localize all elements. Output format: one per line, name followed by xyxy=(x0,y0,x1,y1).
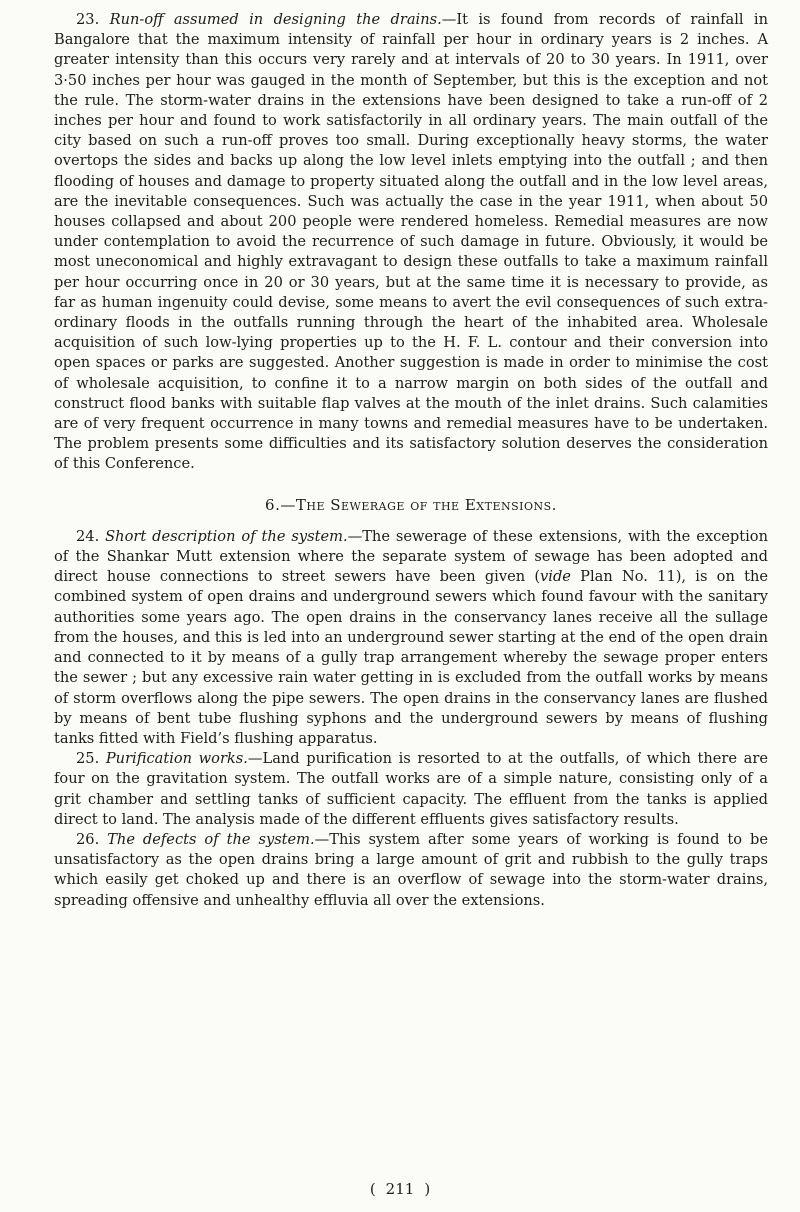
paragraph-text: —It is found from records of rainfall in Bangalore that the maximum intensity of rainfall per hour in ordinary years is 2 inches. A greater intensity than this occurs very rarely and at intervals of 20 to 30 years. In 1911, over 3·50 inches per hour was gauged in the month of September, but this is the exception and not the rule. The storm-water drains in the extensions have been designed to take a run-off of 2 inches per hour and found to work satisfactorily in all ordinary years. The main outfall of the city based on such a run-off proves too small. During exceptionally heavy storms, the water overtops the sides and backs up along the low level inlets emptying into the outfall ; and then flooding of houses and damage to property situated along the outfall and in the low level areas, are the inevitable consequences. Such was actually the case in the year 1911, when about 50 houses collapsed and about 200 people were rendered homeless. Remedial measures are now under contemplation to avoid the recurrence of such damage in future. Obviously, it would be most uneconomical and highly extravagant to design these outfalls to take a maximum rainfall per hour occurring once in 20 or 30 years, but at the same time it is necessary to provide, as far as human ingenuity could devise, some means to avert the evil consequences of such extra-ordinary floods in the outfalls running through the heart of the inhabited area. Wholesale acquisition of such low-lying properties up to the H. F. L. contour and their conversion into open spaces or parks are suggested. Another suggestion is made in order to minimise the cost of wholesale acquisition, to confine it to a narrow margin on both sides of the outfall and construct flood banks with suitable flap valves at the mouth of the inlet drains. Such calamities are of very frequent occurrence in many towns and remedial measures have to be undertaken. The problem presents some difficulties and its satisfactory solution deserves the consideration of this Conference. xyxy=(54,11,769,473)
paragraph-title: Run-off assumed in designing the drains. xyxy=(109,11,442,28)
paragraph-title: Short description of the system. xyxy=(105,527,348,545)
paragraph-number: 24. xyxy=(76,527,100,545)
paragraph-text: —This system after some years of working is found to be unsatisfactory as the open drains bring a large amount of grit and rubbish to the gully traps which easily get choked up and there is an overflow of sewage into the storm-water drains, spreading offensive and unhealthy effluvia all over the extensions. xyxy=(54,830,768,909)
paragraph-24 xyxy=(54,527,768,749)
paragraph-text-part-a: —The sewerage of these extensions, with the exception of the Shankar Mutt extension where the separate system of sewage has been adopted and direct house connections to street sewers have been given ( xyxy=(54,527,768,586)
paragraph-26 xyxy=(54,830,768,911)
page-number: 211 xyxy=(385,1180,415,1198)
paragraph-number: 25. xyxy=(76,750,100,768)
paragraph-23 xyxy=(54,10,768,475)
paragraph-text-part-b: Plan No. 11), is on the combined system of open drains and underground sewers which found favour with the sanitary authorities some years ago. The open drains in the conservancy lanes receive all the sullage from the houses, and this is led into an underground sewer starting at the end of the open drain and connected to it by means of a gully trap arrangement whereby the sewage proper enters the sewer ; but any excessive rain water getting in is excluded from the outfall works by means of storm overflows along the pipe sewers. The open drains in the conservancy lanes are flushed by means of bent tube flushing syphons and the underground sewers by means of flushing tanks fitted with Field’s flushing apparatus. xyxy=(54,568,768,747)
page-number-footer: ( 211 ) xyxy=(369,1180,431,1198)
paragraph-number: 26. xyxy=(76,830,100,848)
paragraph-number: 23. xyxy=(76,11,100,28)
paragraph-title: The defects of the system. xyxy=(107,830,315,848)
section-heading: 6.—The Sewerage of the Extensions. xyxy=(265,495,557,514)
paragraph-title: Purification works. xyxy=(105,750,248,768)
paragraph-25 xyxy=(54,749,768,830)
page-body xyxy=(54,10,768,911)
vide-italic: vide xyxy=(540,568,571,586)
paragraph-text: —Land purification is resorted to at the outfalls, of which there are four on the gravitation system. The outfall works are of a simple nature, consisting only of a grit chamber and settling tanks of sufficient capacity. The effluent from the tanks is applied direct to land. The analysis made of the different effluents gives satisfactory results. xyxy=(54,750,768,828)
